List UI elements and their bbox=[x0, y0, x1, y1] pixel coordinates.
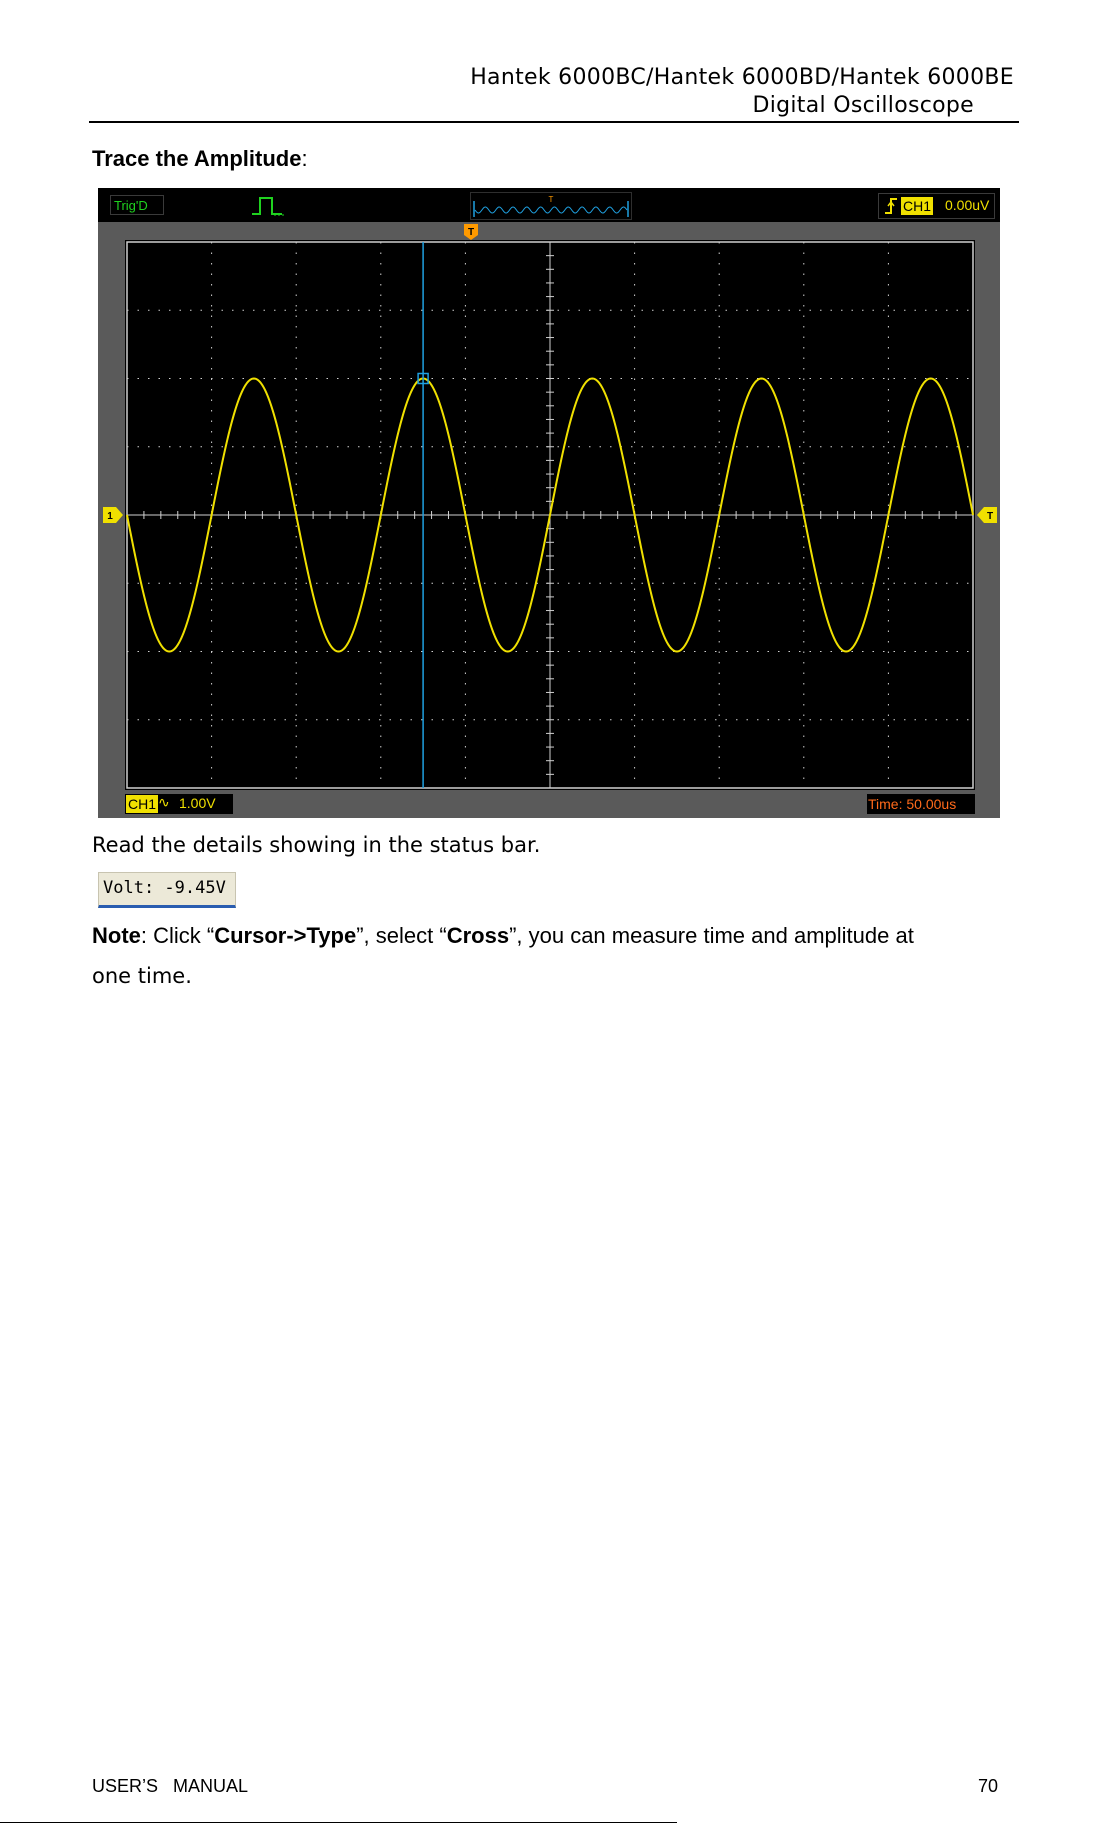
time-base: Time: 50.00us bbox=[868, 796, 957, 812]
scope-display bbox=[125, 240, 975, 790]
coupling-icon: ∿ bbox=[158, 794, 170, 810]
header-product-line: Hantek 6000BC/Hantek 6000BD/Hantek 6000BE bbox=[470, 65, 1014, 90]
overview-trace bbox=[471, 193, 631, 219]
section-title-colon: : bbox=[301, 146, 308, 171]
note-option: Cross bbox=[446, 923, 510, 948]
section-title bbox=[92, 146, 308, 172]
running-header bbox=[470, 64, 1014, 120]
note-menu-path: Cursor->Type bbox=[214, 923, 357, 948]
note-text: : Click “ bbox=[140, 923, 215, 948]
pulse-icon bbox=[250, 194, 290, 218]
header-rule bbox=[89, 121, 1019, 123]
trigger-status: Trig'D bbox=[110, 195, 164, 215]
header-subtitle: Digital Oscilloscope bbox=[752, 93, 974, 118]
instruction-text: Read the details showing in the status bar. bbox=[92, 833, 541, 857]
trigger-position-marker bbox=[464, 224, 478, 240]
channel-tag: CH1 bbox=[128, 796, 157, 812]
note-paragraph bbox=[92, 916, 1022, 996]
channel-1-level-marker bbox=[103, 507, 123, 523]
volts-per-div: 1.00V bbox=[179, 795, 216, 811]
trigger-position-label: T bbox=[467, 227, 475, 238]
rising-edge-icon bbox=[883, 196, 899, 216]
overview-waveform bbox=[475, 207, 627, 213]
page-number: 70 bbox=[977, 1776, 998, 1796]
overview-trigger-marker: T bbox=[548, 195, 554, 204]
scope-plot bbox=[125, 240, 975, 790]
oscilloscope-screenshot bbox=[98, 188, 1000, 818]
note-label: Note bbox=[92, 923, 141, 948]
trigger-level-label: T bbox=[986, 511, 994, 522]
trigger-channel: CH1 bbox=[903, 198, 932, 214]
trigger-level: 0.00uV bbox=[945, 197, 990, 213]
footer-rule bbox=[0, 1822, 677, 1823]
channel-1-level-label: 1 bbox=[107, 511, 113, 522]
section-title-bold: Trace the Amplitude bbox=[92, 146, 302, 171]
waveform-overview bbox=[470, 192, 632, 220]
channel-info bbox=[125, 794, 233, 814]
footer-manual-label: USER’S MANUAL bbox=[92, 1776, 249, 1796]
trigger-level-marker bbox=[977, 507, 997, 523]
note-text: ”, you can measure time and amplitude at bbox=[509, 923, 914, 948]
trigger-info bbox=[878, 193, 995, 219]
scope-top-bar bbox=[98, 188, 1000, 222]
note-text: ”, select “ bbox=[356, 923, 447, 948]
status-bar-value: Volt: -9.45V bbox=[103, 878, 226, 898]
status-bar-readout bbox=[98, 872, 236, 908]
note-line-2: one time. bbox=[92, 964, 192, 988]
